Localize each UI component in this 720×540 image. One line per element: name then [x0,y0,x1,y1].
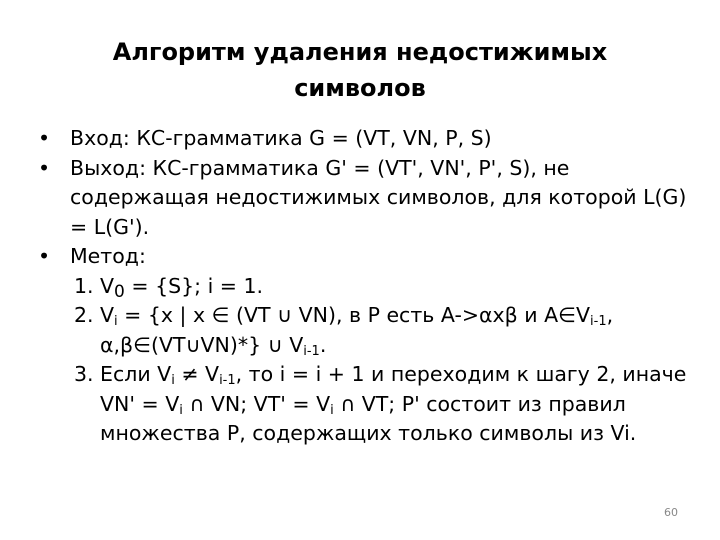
step-text: = {S}; i = 1. [124,273,264,298]
slide-body [38,124,698,449]
step-number: 1. [74,273,94,298]
method-label: Метод: [70,244,146,268]
step-text: V [100,303,115,327]
step-text: Если V [100,362,172,386]
method-step-1 [38,272,698,302]
title-line-2: символов [294,74,426,102]
subscript: i [114,314,118,329]
subscript: i [179,402,183,418]
step-text: = {x | x ∈ (VT ∪ VN), в P есть A->αxβ и A∈V [117,303,591,327]
subscript: i-1 [219,373,236,388]
subscript: i [171,373,175,388]
bullet-output [38,154,698,243]
step-text: ∩ VT; P' состоит из правил множества P, содержащих только символы из Vi. [100,391,637,445]
method-step-3 [38,360,698,449]
step-text: ≠ V [174,362,220,386]
subscript: i-1 [590,314,607,329]
title-line-1: Алгоритм удаления недостижимых [112,38,608,66]
subscript: i [330,402,334,418]
step-text: , то i = i + 1 и переходим к шагу 2, иначе VN' = V [100,362,687,416]
subscript: 0 [114,281,125,302]
bullet-method [38,242,698,272]
step-text: , α,β∈(VT∪VN)*} ∪ V [100,303,614,357]
page-number: 60 [664,506,678,519]
step-text: ∩ VN; VT' = V [182,391,331,416]
method-step-2 [38,301,698,360]
step-text: V [100,273,115,298]
bullet-input [38,124,698,154]
input-text: Вход: КС-грамматика G = (VT, VN, P, S) [70,126,492,150]
subscript: i-1 [303,343,320,359]
output-text: Выход: КС-грамматика G' = (VT', VN', P', S), не содержащая недостижимых символов, для которой L(G) = L(G'). [70,155,687,239]
step-number: 2. [74,303,94,327]
slide-title [0,34,720,106]
step-number: 3. [74,362,94,386]
step-text: . [319,332,327,357]
